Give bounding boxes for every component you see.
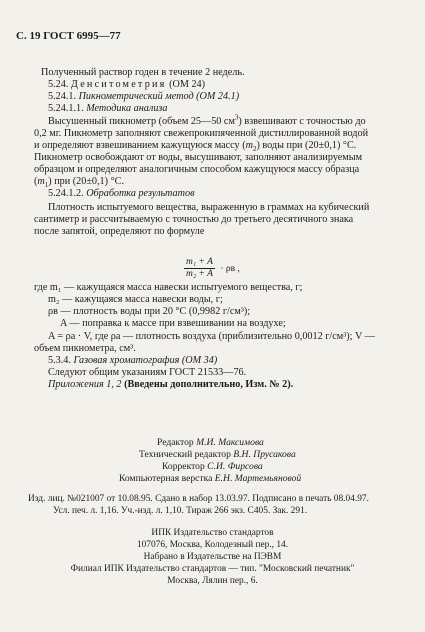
credit-name: Е.Н. Мартемьяновой: [214, 473, 302, 484]
section-number: 5.24.1.: [48, 91, 77, 102]
paragraph-line: [34, 140, 356, 152]
paragraph-line: 0,2 мг. Пикнометр заполняют свежепрокипяченной дистиллированной водой: [34, 128, 369, 139]
text-run: ) взвешивают с точностью до: [238, 116, 366, 127]
section-heading-5-24-1-2: [48, 188, 195, 200]
paragraph-line: образцом и определяют аналогичным способом кажущуюся массу образца: [34, 164, 360, 175]
paragraph-line: Следуют общим указаниям ГОСТ 21533—76.: [48, 367, 247, 378]
superscript: 3: [234, 113, 239, 122]
section-title: Денситометрия: [70, 79, 167, 90]
paragraph-line: [34, 176, 124, 188]
section-number: 5.24.: [48, 79, 69, 90]
paragraph-line: сантиметр и рассчитываемую с точностью до третьего десятичного знака: [34, 214, 354, 225]
amendment-text: (Введены дополнительно, Изм. № 2).: [124, 379, 294, 390]
credit-corrector: [162, 461, 263, 473]
paragraph-line: [48, 113, 366, 128]
section-heading-5-3-4: [48, 355, 217, 367]
section-number: 5.24.1.1.: [48, 103, 84, 114]
credit-name: С.И. Фирсова: [207, 461, 263, 472]
formula-numerator: m₁ + A: [186, 257, 213, 267]
credit-name: М.И. Максимова: [196, 437, 264, 448]
definition-line: объем пикнометра, см³.: [34, 343, 136, 354]
imprint-line: Изд. лиц. №021007 от 10.08.95. Сдано в набор 13.03.97. Подписано в печать 08.04.97.: [28, 494, 369, 504]
density-formula: [184, 257, 240, 280]
paragraph-line: Плотность испытуемого вещества, выраженную в граммах на кубический: [48, 202, 370, 213]
credit-tech-editor: [139, 449, 296, 461]
section-heading-5-24: [48, 79, 205, 91]
math-var: m: [37, 176, 45, 187]
text-run: и определяют взвешиванием кажущуюся массу (: [34, 140, 246, 151]
section-number: 5.3.4.: [48, 355, 71, 366]
publisher-line: Набрано в Издательстве на ПЭВМ: [143, 552, 282, 562]
subscript: 1: [44, 181, 49, 190]
definition-line: где m₁ — кажущаяся масса навески испытуемого вещества, г;: [34, 282, 303, 293]
definition-line: ρв — плотность воды при 20 °С (0,9982 г/см³);: [48, 306, 251, 317]
formula-denominator: m₂ + A: [186, 269, 213, 279]
section-title: Методика анализа: [86, 103, 168, 114]
definition-line: m₂ — кажущаяся масса навески воды, г;: [48, 294, 223, 305]
section-title: Газовая хроматография (ОМ 34): [73, 355, 218, 366]
appendix-ref: Приложения 1, 2: [48, 379, 122, 390]
credit-label: Редактор: [157, 437, 194, 448]
publisher-line: Филиал ИПК Издательство стандартов — тип. "Московский печатник": [70, 564, 355, 574]
credit-name: В.Н. Прусакова: [233, 449, 296, 460]
amendment-note: [48, 379, 293, 391]
credit-label: Технический редактор: [139, 449, 231, 460]
definition-line: A — поправка к массе при взвешивании на воздухе;: [60, 318, 286, 329]
section-title: Пикнометрический метод (ОМ 24.1): [78, 91, 240, 102]
math-var: m: [245, 140, 253, 151]
page-header: С. 19 ГОСТ 6995—77: [16, 30, 121, 42]
paragraph-line: после запятой, определяют по формуле: [34, 226, 205, 237]
publisher-line: 107076, Москва, Колодезный пер., 14.: [136, 540, 289, 550]
text-run: Высушенный пикнометр (объем 25—50 см: [48, 116, 235, 127]
credit-label: Компьютерная верстка: [119, 473, 213, 484]
section-code: (ОМ 24): [169, 79, 206, 90]
definition-line: A = ρа · V, где ρа — плотность воздуха (приблизительно 0,0012 г/см³); V —: [48, 331, 375, 342]
publisher-line: ИПК Издательство стандартов: [151, 528, 274, 538]
formula-fraction: [184, 257, 215, 280]
section-heading-5-24-1-1: [48, 103, 168, 115]
section-heading-5-24-1: [48, 91, 239, 103]
paragraph-line: Пикнометр освобождают от воды, высушивают, заполняют анализируемым: [34, 152, 363, 163]
credit-label: Корректор: [162, 461, 205, 472]
paragraph-line: Полученный раствор годен в течение 2 недель.: [41, 67, 245, 78]
credit-layout: [119, 473, 301, 485]
section-title: Обработка результатов: [86, 188, 195, 199]
credit-editor: [157, 437, 264, 449]
section-number: 5.24.1.2.: [48, 188, 84, 199]
publisher-line: Москва, Лялин пер., 6.: [167, 576, 258, 586]
formula-tail: · ρв ,: [220, 263, 240, 274]
text-run: ) при (20±0,1) °С.: [48, 176, 125, 187]
text-run: (: [34, 176, 38, 187]
subscript: 2: [252, 145, 257, 154]
text-run: ) воды при (20±0,1) °С.: [256, 140, 357, 151]
imprint-line: Усл. печ. л. 1,16. Уч.-изд. л. 1,10. Тираж 266 экз. С405. Зак. 291.: [53, 506, 308, 516]
